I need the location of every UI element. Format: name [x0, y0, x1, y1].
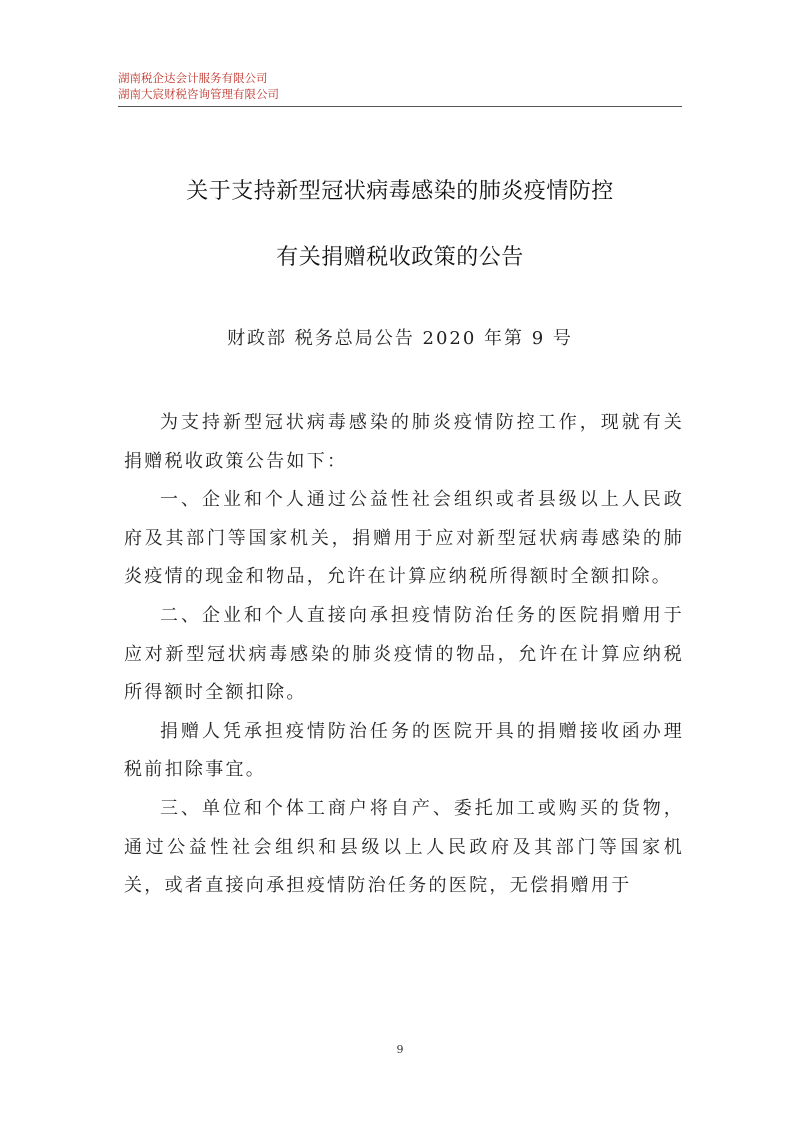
header-divider	[118, 106, 682, 107]
document-body	[124, 404, 684, 906]
paragraph-item-2-note: 捐赠人凭承担疫情防治任务的医院开具的捐赠接收函办理税前扣除事宜。	[124, 720, 684, 781]
paragraph-item-1: 一、企业和个人通过公益性社会组织或者县级以上人民政府及其部门等国家机关，捐赠用于应对新型冠状病毒感染的肺炎疫情的现金和物品，允许在计算应纳税所得额时全额扣除。	[124, 489, 684, 588]
header-company-2: 湖南大宸财税咨询管理有限公司	[118, 87, 279, 101]
document-number: 财政部 税务总局公告 2020 年第 9 号	[227, 328, 573, 349]
document-header	[118, 70, 682, 102]
document-title-line-2: 有关捐赠税收政策的公告	[276, 245, 524, 270]
paragraph-item-3: 三、单位和个体工商户将自产、委托加工或购买的货物，通过公益性社会组织和县级以上人民政府及其部门等国家机关，或者直接向承担疫情防治任务的医院，无偿捐赠用于	[124, 797, 684, 897]
page-number: 9	[396, 1043, 404, 1056]
document-title-line-1: 关于支持新型冠状病毒感染的肺炎疫情防控	[186, 179, 614, 204]
paragraph-intro: 为支持新型冠状病毒感染的肺炎疫情防控工作，现就有关捐赠税收政策公告如下：	[124, 412, 684, 472]
header-company-1: 湖南税企达会计服务有限公司	[118, 71, 268, 85]
paragraph-item-2: 二、企业和个人直接向承担疫情防治任务的医院捐赠用于应对新型冠状病毒感染的肺炎疫情的物品，允许在计算应纳税所得额时全额扣除。	[124, 604, 684, 704]
